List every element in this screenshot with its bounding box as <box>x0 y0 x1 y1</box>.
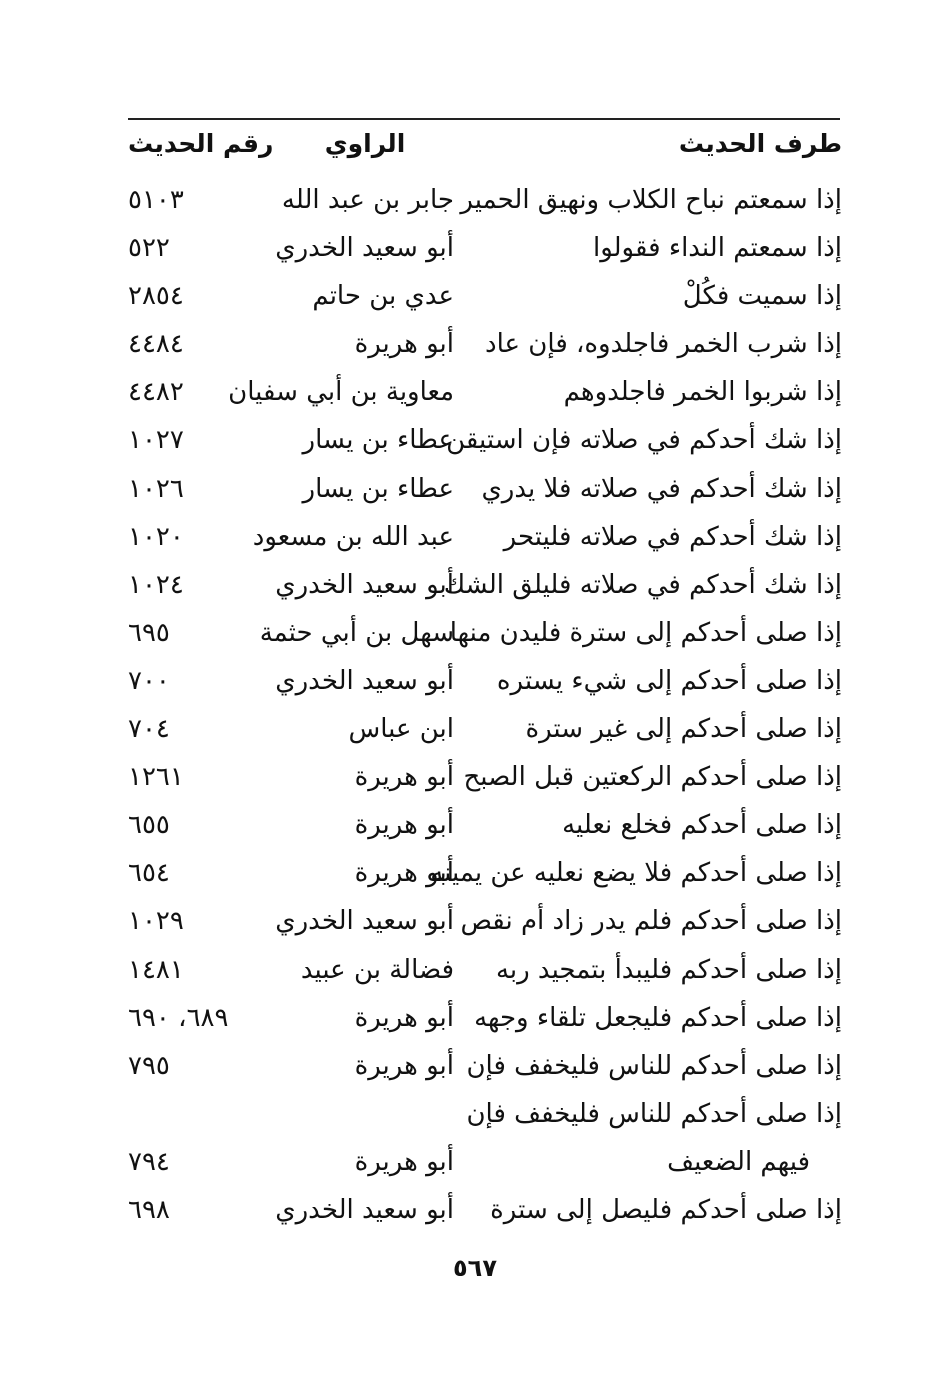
hadith-text: إذا شرب الخمر فاجلدوه، فإن عاد <box>485 329 842 360</box>
narrator-name: أبو سعيد الخدري <box>275 233 454 264</box>
hadith-number: ٦٩٨ <box>128 1194 170 1225</box>
hadith-text: إذا صلى أحدكم للناس فليخفف فإن <box>466 1050 842 1081</box>
hadith-number: ٧٩٤ <box>128 1146 170 1177</box>
hadith-number: ١٠٢٧ <box>128 425 184 456</box>
table-row <box>0 948 950 996</box>
narrator-name: عبد الله بن مسعود <box>252 521 454 552</box>
hadith-number: ٦٥٤ <box>128 858 170 889</box>
narrator-name: جابر بن عبد الله <box>281 185 454 215</box>
narrator-name: أبو هريرة <box>354 1002 454 1033</box>
table-row <box>0 467 950 515</box>
narrator-name: أبو هريرة <box>354 762 454 793</box>
hadith-number: ٥١٠٣ <box>128 185 184 215</box>
narrator-name: أبو هريرة <box>354 858 454 889</box>
table-row <box>0 611 950 659</box>
hadith-text: إذا صلى أحدكم إلى شيء يستره <box>496 665 842 696</box>
hadith-number: ٢٨٥٤ <box>128 281 184 312</box>
table-row <box>0 370 950 418</box>
hadith-text: إذا صلى أحدكم فلا يضع نعليه عن يمينه <box>430 858 842 889</box>
narrator-name: عدي بن حاتم <box>312 281 454 312</box>
hadith-text: فيهم الضعيف <box>667 1146 810 1177</box>
hadith-text: إذا صلى أحدكم إلى سترة فليدن منها <box>449 617 842 648</box>
hadith-number: ١٠٢٩ <box>128 906 184 937</box>
header-top-rule <box>128 118 840 120</box>
narrator-name: أبو سعيد الخدري <box>275 1194 454 1225</box>
narrator-name: فضالة بن عبيد <box>300 954 454 985</box>
hadith-number: ١٢٦١ <box>128 762 184 793</box>
hadith-text: إذا سمعتم نباح الكلاب ونهيق الحمير <box>460 185 842 215</box>
table-row <box>0 851 950 899</box>
narrator-name: عطاء بن يسار <box>302 473 454 504</box>
hadith-text: إذا شك أحدكم في صلاته فإن استيقن <box>446 425 842 456</box>
narrator-name: عطاء بن يسار <box>302 425 454 456</box>
hadith-text: إذا صلى أحدكم فخلع نعليه <box>562 810 842 841</box>
narrator-name: أبو سعيد الخدري <box>275 665 454 696</box>
table-row <box>0 226 950 274</box>
narrator-name: أبو هريرة <box>354 1050 454 1081</box>
hadith-number: ٦٩٥ <box>128 617 170 648</box>
hadith-number: ١٤٨١ <box>128 954 184 985</box>
hadith-number: ١٠٢٦ <box>128 473 184 504</box>
table-row <box>0 418 950 466</box>
hadith-number: ٦٨٩، ٦٩٠ <box>128 1002 229 1033</box>
hadith-text: إذا صلى أحدكم للناس فليخفف فإن <box>466 1098 842 1129</box>
hadith-text: إذا صلى أحدكم إلى غير سترة <box>525 714 842 745</box>
narrator-name: أبو سعيد الخدري <box>275 569 454 600</box>
table-row <box>0 659 950 707</box>
narrator-name: أبو سعيد الخدري <box>275 906 454 937</box>
narrator-name: سهل بن أبي حثمة <box>259 617 454 648</box>
table-row <box>0 1140 950 1188</box>
hadith-number: ٤٤٨٢ <box>128 377 184 408</box>
hadith-text: إذا سميت فكُلْ <box>682 281 842 312</box>
hadith-number: ٧٩٥ <box>128 1050 170 1081</box>
hadith-text: إذا شك أحدكم في صلاته فليلق الشك <box>443 569 842 600</box>
hadith-number: ٥٢٢ <box>128 233 170 264</box>
table-row <box>0 899 950 947</box>
hadith-text: إذا سمعتم النداء فقولوا <box>592 233 842 264</box>
hadith-number: ٧٠٠ <box>128 665 170 696</box>
table-row <box>0 178 950 226</box>
table-row <box>0 803 950 851</box>
table-row <box>0 515 950 563</box>
hadith-number: ٦٥٥ <box>128 810 170 841</box>
table-row <box>0 1044 950 1092</box>
table-row <box>0 707 950 755</box>
table-row <box>0 996 950 1044</box>
column-header-hadith: طرف الحديث <box>678 129 842 158</box>
table-row <box>0 755 950 803</box>
hadith-number: ١٠٢٤ <box>128 569 184 600</box>
hadith-text: إذا شك أحدكم في صلاته فلا يدري <box>481 473 842 504</box>
hadith-text: إذا صلى أحدكم فليبدأ بتمجيد ربه <box>495 954 842 985</box>
table-row <box>0 322 950 370</box>
hadith-number: ٤٤٨٤ <box>128 329 184 360</box>
hadith-number: ٧٠٤ <box>128 714 170 745</box>
table-row <box>0 1092 950 1140</box>
hadith-text: إذا صلى أحدكم فليصل إلى سترة <box>490 1194 842 1225</box>
hadith-text: إذا صلى أحدكم فليجعل تلقاء وجهه <box>474 1002 842 1033</box>
table-header <box>0 122 950 166</box>
narrator-name: أبو هريرة <box>354 329 454 360</box>
hadith-text: إذا شربوا الخمر فاجلدوهم <box>563 377 842 408</box>
narrator-name: أبو هريرة <box>354 1146 454 1177</box>
table-row <box>0 563 950 611</box>
page-number: ٥٦٧ <box>453 1254 497 1282</box>
table-row <box>0 274 950 322</box>
column-header-number: رقم الحديث <box>128 129 274 158</box>
hadith-text: إذا شك أحدكم في صلاته فليتحر <box>503 521 842 552</box>
hadith-number: ١٠٢٠ <box>128 521 184 552</box>
table-row <box>0 1188 950 1236</box>
index-table-body <box>0 178 950 1236</box>
column-header-narrator: الراوي <box>324 129 406 158</box>
narrator-name: أبو هريرة <box>354 810 454 841</box>
hadith-text: إذا صلى أحدكم الركعتين قبل الصبح <box>463 762 842 793</box>
narrator-name: ابن عباس <box>348 714 454 745</box>
hadith-text: إذا صلى أحدكم فلم يدر زاد أم نقص <box>460 906 842 937</box>
narrator-name: معاوية بن أبي سفيان <box>228 377 454 408</box>
